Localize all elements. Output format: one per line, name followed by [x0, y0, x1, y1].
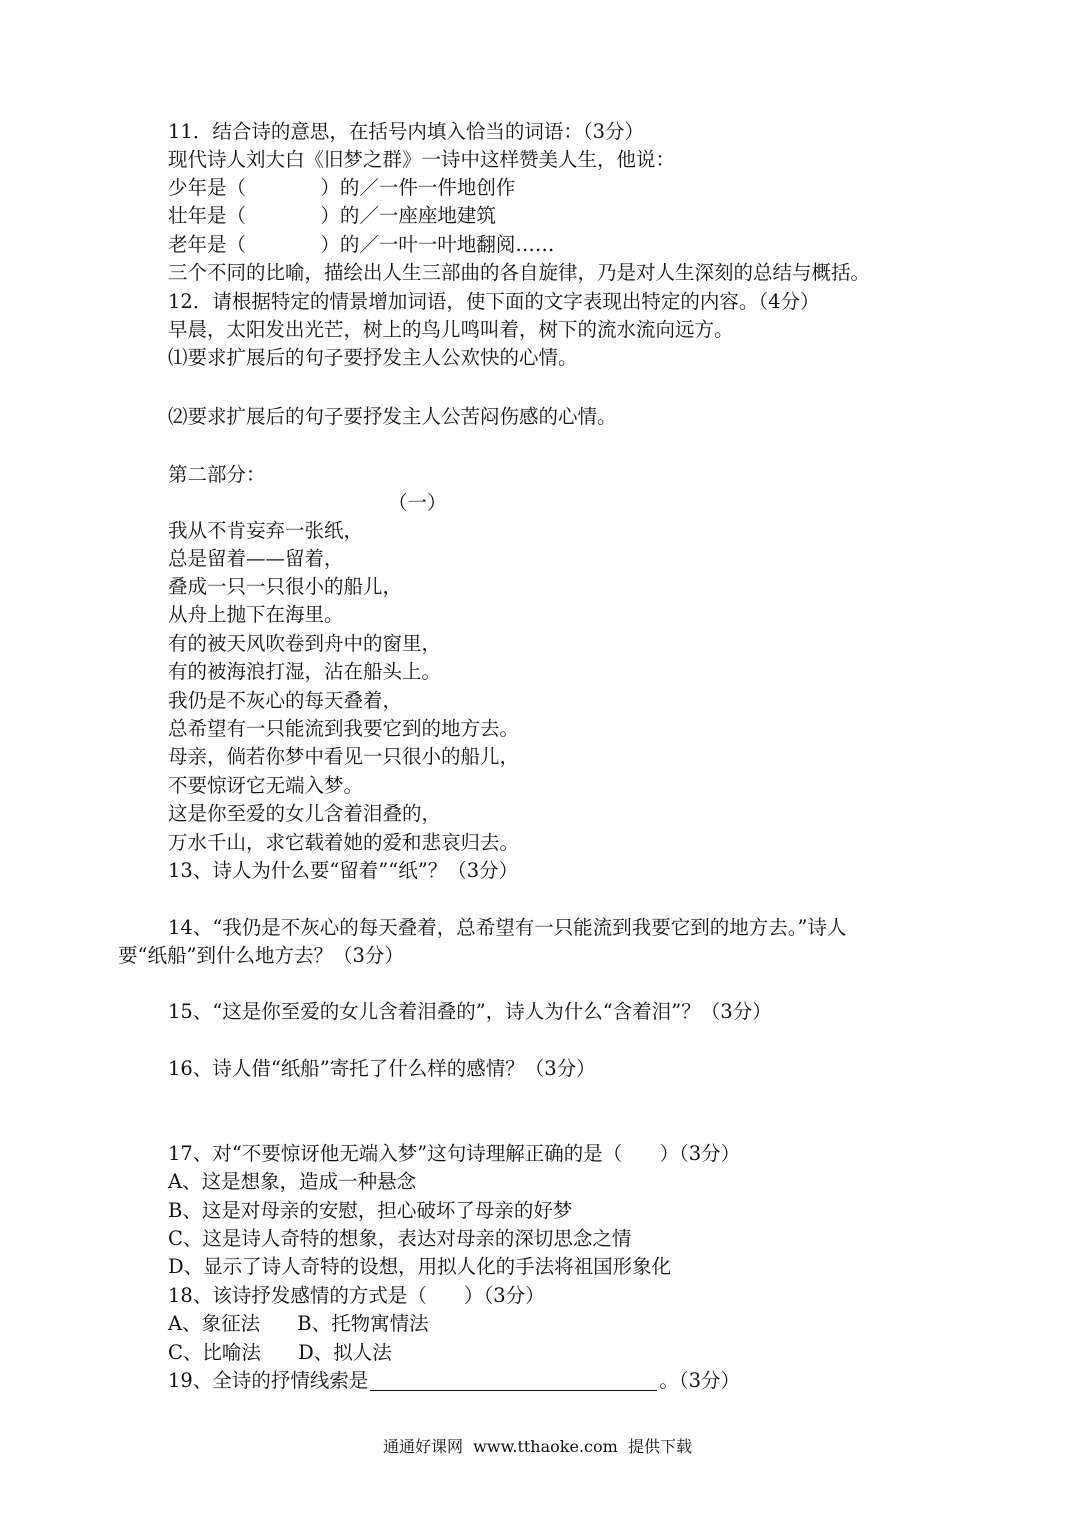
q19-answer-blank[interactable] — [370, 1372, 657, 1391]
q19 — [168, 1367, 740, 1395]
poem-line: 有的被海浪打湿，沾在船头上。 — [168, 660, 442, 683]
q19-suffix: 。（3分） — [659, 1369, 740, 1392]
poem-line: 这是你至爱的女儿含着泪叠的， — [168, 802, 442, 825]
q19-prefix: 19、全诗的抒情线索是 — [168, 1369, 369, 1392]
q11-line3: 老年是（ ）的／一叶一叶地翻阅…… — [168, 233, 555, 256]
q15: 15、“这是你至爱的女儿含着泪叠的”，诗人为什么“含着泪”？（3分） — [168, 1000, 772, 1023]
q17-option-a: A、这是想象，造成一种悬念 — [168, 1170, 417, 1193]
poem-line: 有的被天风吹卷到舟中的窗里， — [168, 632, 442, 655]
footer-credit: 通通好课网 www.tthaoke.com 提供下载 — [383, 1437, 692, 1456]
q11-line1: 少年是（ ）的／一件一件地创作 — [168, 176, 516, 199]
q12-sentence: 早晨，太阳发出光芒，树上的鸟儿鸣叫着，树下的流水流向远方。 — [168, 318, 734, 341]
q17-option-c: C、这是诗人奇特的想象，表达对母亲的深切思念之情 — [168, 1227, 632, 1250]
q16: 16、诗人借“纸船”寄托了什么样的感情？（3分） — [168, 1057, 596, 1080]
q17-option-d: D、显示了诗人奇特的设想，用拟人化的手法将祖国形象化 — [168, 1255, 672, 1278]
poem-line: 不要惊讶它无端入梦。 — [168, 774, 364, 797]
poem-line: 从舟上抛下在海里。 — [168, 603, 344, 626]
q14-line1: 14、“我仍是不灰心的每天叠着，总希望有一只能流到我要它到的地方去。”诗人 — [168, 916, 847, 939]
q12-req2: ⑵要求扩展后的句子要抒发主人公苦闷伤感的心情。 — [168, 405, 617, 428]
q17: 17、对“不要惊讶他无端入梦”这句诗理解正确的是（ ）（3分） — [168, 1142, 741, 1165]
q11-title: 11．结合诗的意思，在括号内填入恰当的词语：（3分） — [168, 120, 644, 143]
poem-line: 万水千山，求它载着她的爱和悲哀归去。 — [168, 831, 520, 854]
poem-line: 我仍是不灰心的每天叠着， — [168, 689, 403, 712]
q13: 13、诗人为什么要“留着”“纸”？（3分） — [168, 859, 519, 882]
q11-line2: 壮年是（ ）的／一座座地建筑 — [168, 204, 496, 227]
poem-line: 叠成一只一只很小的船儿， — [168, 575, 403, 598]
q18-options-cd: C、比喻法 D、拟人法 — [168, 1341, 392, 1364]
q18: 18、该诗抒发感情的方式是（ ）（3分） — [168, 1284, 545, 1307]
poem-line: 我从不肯妄弃一张纸， — [168, 519, 364, 542]
q14-line2: 要“纸船”到什么地方去？（3分） — [118, 944, 404, 967]
q17-option-b: B、这是对母亲的安慰，担心破坏了母亲的好梦 — [168, 1199, 573, 1222]
q11-summary: 三个不同的比喻，描绘出人生三部曲的各自旋律，乃是对人生深刻的总结与概括。 — [168, 261, 871, 284]
q12-req1: ⑴要求扩展后的句子要抒发主人公欢快的心情。 — [168, 346, 578, 369]
poem-line: 总是留着——留着， — [168, 547, 344, 570]
q12-title: 12．请根据特定的情景增加词语，使下面的文字表现出特定的内容。（4分） — [168, 290, 820, 313]
part2-heading: 第二部分： — [168, 463, 266, 486]
poem-line: 母亲，倘若你梦中看见一只很小的船儿， — [168, 745, 520, 768]
part2-subheading: （一） — [388, 491, 447, 514]
q11-intro: 现代诗人刘大白《旧梦之群》一诗中这样赞美人生，他说： — [168, 148, 676, 171]
q18-options-ab: A、象征法 B、托物寓情法 — [168, 1312, 429, 1335]
poem-line: 总希望有一只能流到我要它到的地方去。 — [168, 717, 520, 740]
